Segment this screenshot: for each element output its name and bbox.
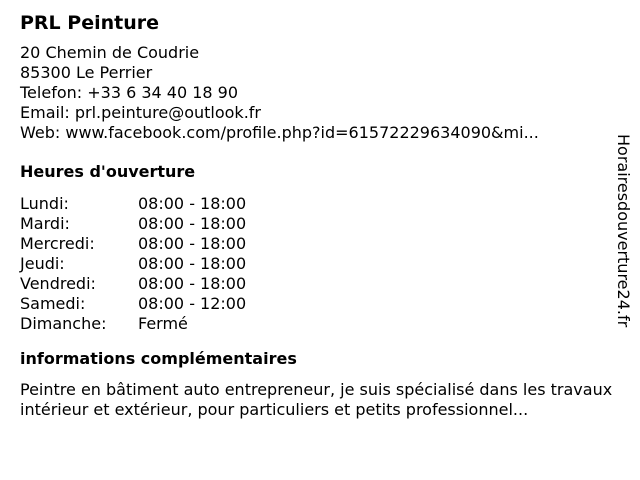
- hours-day: Jeudi:: [20, 254, 65, 273]
- info-description: Peintre en bâtiment auto entrepreneur, je suis spécialisé dans les travaux intérieur et extérieur, pour particuliers et petits professionnel...: [20, 380, 613, 419]
- hours-time: 08:00 - 18:00: [138, 274, 247, 293]
- hours-row: [20, 274, 620, 294]
- email-line: Email: prl.peinture@outlook.fr: [20, 103, 261, 122]
- hours-row: [20, 194, 620, 214]
- hours-day: Mercredi:: [20, 234, 95, 253]
- hours-row: [20, 314, 620, 334]
- hours-time: 08:00 - 12:00: [138, 294, 247, 313]
- address-street: 20 Chemin de Coudrie: [20, 43, 200, 62]
- hours-day: Vendredi:: [20, 274, 96, 293]
- hours-day: Lundi:: [20, 194, 69, 213]
- hours-table: [20, 194, 620, 334]
- phone-line: Telefon: +33 6 34 40 18 90: [20, 83, 239, 102]
- web-line: Web: www.facebook.com/profile.php?id=61572229634090&mi...: [20, 123, 539, 142]
- hours-row: [20, 254, 620, 274]
- business-card: [20, 10, 620, 420]
- info-heading: informations complémentaires: [20, 349, 297, 368]
- hours-day: Dimanche:: [20, 314, 107, 333]
- hours-time: 08:00 - 18:00: [138, 234, 247, 253]
- hours-time: 08:00 - 18:00: [138, 214, 247, 233]
- hours-row: [20, 294, 620, 314]
- hours-time: 08:00 - 18:00: [138, 254, 247, 273]
- hours-row: [20, 234, 620, 254]
- hours-time: Fermé: [138, 314, 188, 333]
- business-name: PRL Peinture: [20, 12, 159, 34]
- hours-row: [20, 214, 620, 234]
- hours-heading: Heures d'ouverture: [20, 162, 196, 181]
- site-watermark: Horairesdouverture24.fr: [614, 134, 633, 328]
- address-city: 85300 Le Perrier: [20, 63, 153, 82]
- hours-day: Mardi:: [20, 214, 70, 233]
- hours-time: 08:00 - 18:00: [138, 194, 247, 213]
- hours-day: Samedi:: [20, 294, 86, 313]
